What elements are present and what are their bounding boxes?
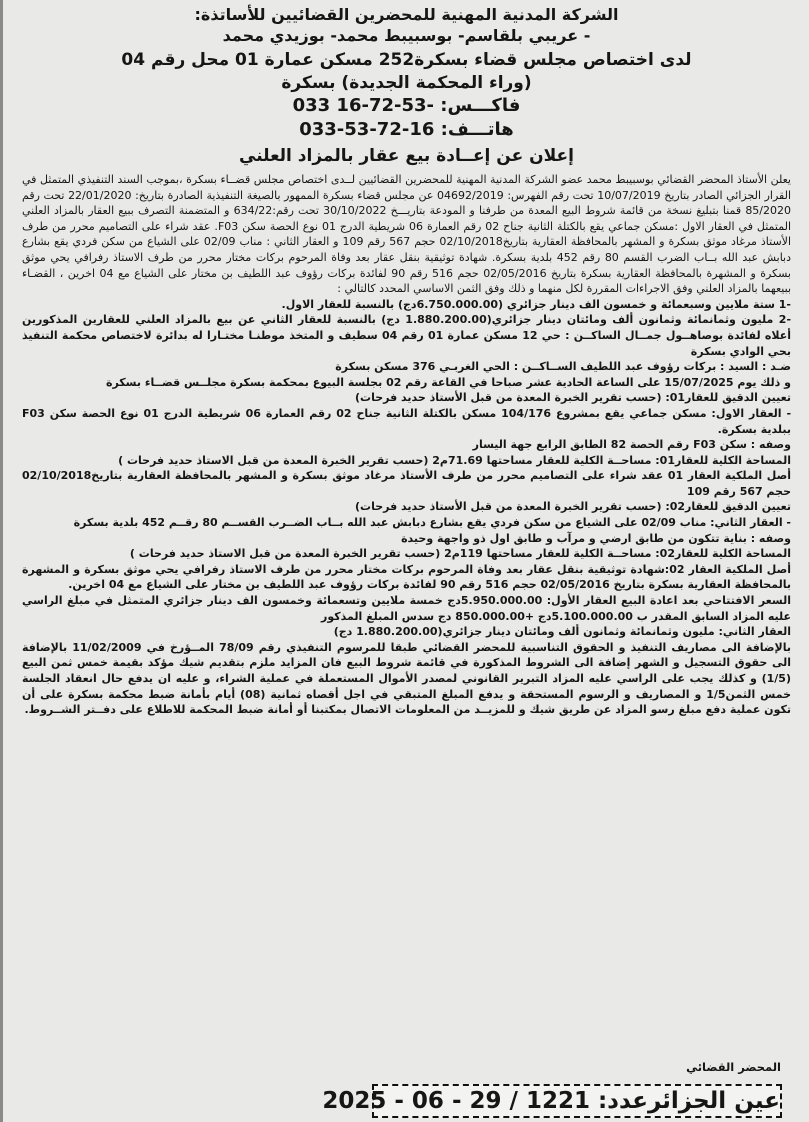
- notice-body: [22, 172, 791, 718]
- property-2-location: - العقار الثاني: مناب 02/09 على الشياع من سكن فردي يقع بشارع دبابش عبد الله بــاب الضــرب القســم 80 رقــم 452 بلدية بسكرة: [73, 516, 791, 530]
- partners-list: - عريبي بلقاسم- بوسبيبط محمد- بوزيدي محمد: [222, 26, 591, 45]
- fax-number: 033 16-72-53-: [292, 95, 434, 116]
- property-2-heading: تعيين الدقيق للعقار02: (حسب تقرير الخبرة المعدة من قبل الأستاذ حديد فرحات): [355, 500, 791, 514]
- property-1-description: وصفه : سكن F03 رقم الحصة 82 الطابق الرابع جهة اليسار: [472, 438, 791, 452]
- defendant-line: ضـد : السيد : بركات رؤوف عبد اللطيف الســاكــن : الحي الغربـي 376 مسكن بسكرة: [335, 360, 791, 374]
- auction-date-line: و ذلك يوم 15/07/2025 على الساعة الحادية عشر صباحا في القاعة رقم 02 بجلسة البيوع بمحكمة بسكرة مجلــس قضــاء بسكرة: [105, 375, 791, 389]
- opening-price-1: السعر الافتتاحي بعد اعادة البيع العقار الأول: 5.950.000.00دج خمسة ملايين وتسعمائة وخمسون الف دينار جزائري المتمثل في مبلغ الراسي عليه المزاد السابق المقدر ب 5.100.000.00دج +850.000.00 دج سدس المبلغ المذكور: [22, 594, 791, 623]
- phone-line: [22, 118, 791, 142]
- property-2-description: وصفه : بناية تتكون من طابق ارضي و مرآب و طابق اول ذو واجهة وحيدة: [401, 531, 791, 545]
- fax-line: [22, 94, 791, 118]
- property-1-ownership: أصل الملكية العقار 01 عقد شراء على التصاميم محرر من طرف الأستاذ مرغاد موثق بسكرة و المشهر بالمحافظة العقارية بتاريخ02/10/2018 حجم 567 رقم 109: [22, 469, 791, 498]
- notice-header: [22, 4, 791, 142]
- phone-label: هاتـــف:: [440, 119, 514, 140]
- opening-price-2: العقار الثاني: مليون وثمانمائة وثمانون ألف ومائتان دينار جزائري(1.880.200.00 دج): [333, 625, 791, 639]
- jurisdiction-address: لدى اختصاص مجلس قضاء بسكرة252 مسكن عمارة 01 محل رقم 04: [121, 50, 692, 70]
- notice-title: إعلان عن إعــادة بيع عقار بالمزاد العلني: [239, 146, 574, 166]
- property-2-ownership: أصل الملكية العقار 02:شهادة توثيقية بنقل عقار بعد وفاة المرحوم بركات مختار محرر من طرف الاستاذ رفرافي يحي موثق بسكرة و المشهرة بالمحافظة العقارية بسكرة بتاريخ 02/05/2016 حجم 516 رقم 90 لفائدة بركات رؤوف عبد اللطيف بن مختار على الشياع مع 04 اخرين.: [22, 562, 792, 592]
- signature: المحضر القضائي: [686, 1060, 781, 1074]
- price-property-2: -2 مليون وثمانمائة وثمانون ألف ومائتان دينار جزائري(1.880.200.00 دج) بالنسبة للعقار الثاني عن بيع بالمزاد العلني للعقارين المذكورين أعلاه لفائدة بوصاهــول جمــال الساكــن : حي 12 مسكن عمارة 01 رقم 04 سطيف و المتخذ موطنـا مختـارا له بدائرة لاختصاص محكمة التنفيذ بحي الوادي بسكرة: [22, 313, 792, 358]
- fax-label: فاكـــس:: [440, 95, 521, 116]
- property-2-area: المساحة الكلية للعقار02: مساحــة الكلية للعقار مساحتها 119م2 (حسب تقرير الخبرة المعدة من قبل الاستاذ حديد فرحات ): [129, 547, 791, 561]
- phone-number: 033-53-72-16: [299, 119, 435, 140]
- scan-edge: [0, 0, 3, 1122]
- terms-paragraph: بالإضافة الى مصاريف التنفيذ و الحقوق التناسبية للمحضر القضائي طبقا للمرسوم التنفيذي رقم 78/09 المــؤرخ في 11/02/2009 بالإضافة الى حقوق التسجيل و الشهر إضافة الى الشروط المذكورة في قائمة شروط البيع فان المزايد ملزم بتقديم شيك مؤكد بقيمة خمس ثمن البيع (1/5) و كذلك يجب على الراسي عليه المزاد التبرير القانوني لمصدر الأموال المستعملة في عملية الشراء، و عليه ان يدفع حال انعقاد الجلسة خمس الثمن1/5 و المصاريف و الرسوم المستحقة و يدفع المبلغ المتبقي في اجل أقصاه ثمانية (08) أيام بأمانة ضبط محكمة بسكرة على أن تكون عملية دفع مبلغ رسو المزاد عن طريق شيك و للمزيــد من المعلومات الاتصال بمكتبنا أو أمانة ضبط المحكمة للاطلاع على دفــتر الشــروط.: [22, 640, 791, 717]
- property-1-area: المساحة الكلية للعقار01: مساحــة الكلية للعقار مساحتها 71.69م2 (حسب تقرير الخبرة المعدة من قبل الاستاذ حديد فرحات ): [118, 453, 791, 467]
- intro-paragraph: يعلن الأستاذ المحضر القضائي بوسبيبط محمد عضو الشركة المدنية المهنية للمحضرين القضائيين لــدى اختصاص مجلس قضــاء بسكرة ،بموجب السند التنفيذي المتمثل في القرار الجزائي الصادر بتاريخ 10/07/2019 تحت رقم الفهرس: 04692/2019 عن مجلس قضاء بسكرة الممهور بالصيغة التنفيذية الصادرة بتاريخ: 22/01/2020 تحت رقم 85/2020 قمنا بتبليغ نسخة من قائمة شروط البيع المعدة من طرفنا و المودعة بتاريـــخ 30/10/2022 تحت رقم:634/22 و المتضمنة التصرف ببيع العقار بالمزاد العلني المتمثل في العقار الاول :مسكن جماعي يقع بالكتلة الثانية جناح 02 رقم العمارة 06 شريطية الدرج 01 نوع الحصة سكن F03. عقد شراء على التصاميم محرر من طرف الأستاذ مرغاد موثق بسكرة و المشهر بالمحافظة العقارية بتاريخ02/10/2018 حجم 567 رقم 109 و العقار الثاني : مناب 02/09 على الشياع من سكن فردي يقع بشارع دبابش عبد الله بــاب الضرب القسم 80 رقم 452 بلدية بسكرة. شهادة توثيقية بنقل عقار بعد وفاة المرحوم بركات مختار محرر من طرف الاستاذ رفرافي يحي موثق بسكرة و المشهرة بالمحافظة العقارية بسكرة بتاريخ 02/05/2016 حجم 516 رقم 90 لفائدة بركات رؤوف عبد اللطيف بن مختار على الشياع مع 04 اخرين ، القضـاء ببيعهما بالمزاد العلني وفق الاجراءات المقررة لكل منهما و ذلك وفق الثمن الاساسي المحدد كالتالي :: [22, 173, 792, 296]
- property-1-location: - العقار الاول: مسكن جماعي يقع بمشروع 104/176 مسكن بالكتلة الثانية جناح 02 رقم العمارة 06 شريطية الدرج 01 نوع الحصة سكن F03 ببلدية بسكرة.: [22, 406, 792, 436]
- property-1-heading: تعيين الدقيق للعقار01: (حسب تقرير الخبرة المعدة من قبل الأستاذ حديد فرحات): [355, 391, 791, 405]
- office-location: (وراء المحكمة الجديدة) بسكرة: [281, 73, 532, 93]
- price-property-1: -1 ستة ملايين وسبعمائة و خمسون الف دينار جزائري (6.750.000.00دج) بالنسبة للعقار الاول.: [281, 297, 791, 311]
- publication-stamp: عين الجزائرعدد: 1221 / 29 - 06 - 2025: [372, 1084, 782, 1118]
- company-name: الشركة المدنية المهنية للمحضرين القضائيين للأساتذة:: [194, 5, 619, 24]
